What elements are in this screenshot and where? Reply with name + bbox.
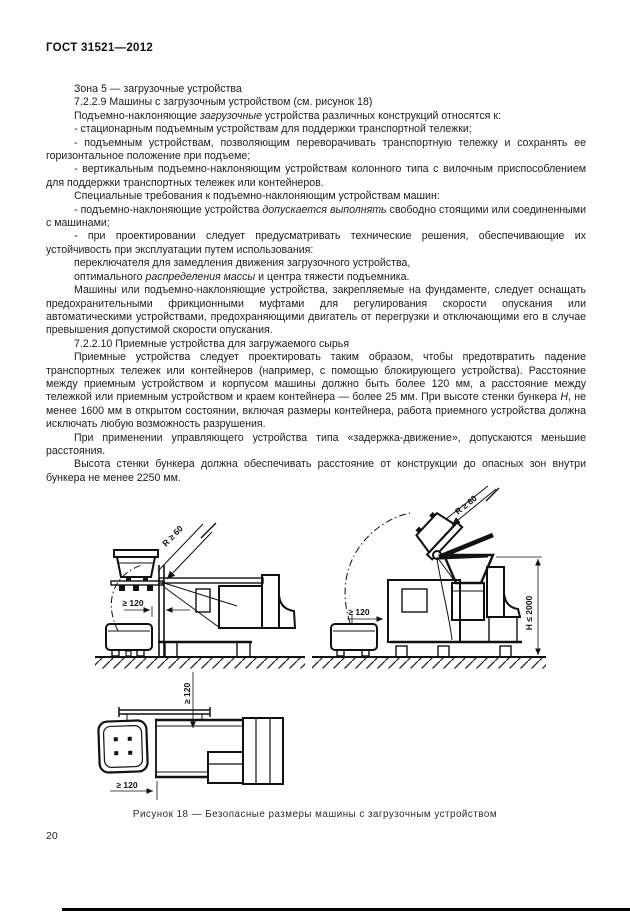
page-number: 20	[46, 830, 58, 842]
transport-trolley	[106, 624, 152, 656]
paragraph: Зона 5 — загрузочные устройства	[74, 83, 242, 95]
dim-label-radius-left: R ≥ 60	[160, 523, 185, 549]
raised-trolley-bin	[111, 550, 163, 591]
paragraph: - подъемным устройствам, позволяющим переворачивать транспортную тележку и сохранять ее горизонтальное положение при подъеме;	[46, 136, 586, 163]
dim-label-gap-left: ≥ 120	[122, 598, 144, 608]
ground-hatch	[312, 658, 546, 669]
figure-caption: Рисунок 18 — Безопасные размеры машины с загрузочным устройством	[132, 809, 498, 820]
paragraph: Специальные требования к подъемно-наклоняющим устройствам машин:	[74, 190, 440, 203]
hopper-funnel	[444, 555, 493, 583]
side-view-lowered-machine	[95, 523, 305, 669]
paragraph: 7.2.2.10 Приемные устройства для загружаемого сырья	[74, 337, 350, 350]
transport-trolley	[331, 624, 377, 656]
paragraph: оптимального распределения массы и центра тяжести подъемника.	[74, 270, 410, 283]
container-plan	[98, 720, 148, 773]
dim-label-gap-right: ≥ 120	[348, 607, 370, 617]
paragraph: переключателя для замедления движения загрузочного устройства,	[74, 257, 411, 270]
side-view-tilted-machine	[312, 486, 546, 669]
ground-hatch	[95, 658, 305, 669]
dim-label-gap-bottom-plan: ≥ 120	[116, 780, 138, 790]
dim-label-radius-right: R ≥ 60	[452, 493, 479, 517]
paragraph: - вертикальным подъемно-наклоняющим устройствам колонного типа с вилочным приспособлением для поддержки транспортных тележек или контейнеров.	[46, 163, 586, 189]
paragraph: 7.2.2.9 Машины с загрузочным устройством (см. рисунок 18)	[74, 96, 373, 109]
paragraph: При применении управляющего устройства типа «задержка-движение», допускаются меньшие расстояния.	[46, 431, 586, 457]
dim-label-height-right: H ≤ 2000	[524, 595, 534, 631]
dim-label-gap-top-plan: ≥ 120	[182, 682, 192, 704]
paragraph: - стационарным подъемным устройствам для поддержки транспортной тележки;	[74, 123, 472, 136]
paragraph: - при проектировании следует предусматривать технические решения, обеспечивающие их устойчивость при эксплуатации путем использования:	[46, 230, 586, 256]
scan-edge-artifact	[62, 908, 630, 911]
document-body	[46, 83, 586, 485]
paragraph: Высота стенки бункера должна обеспечивать расстояние от конструкции до опасных зон внутри бункера не менее 2250 мм.	[46, 458, 586, 484]
figure-18-drawing	[0, 485, 630, 810]
paragraph: Приемные устройства следует проектировать таким образом, чтобы предотвратить падение транспортных тележек или контейнеров (например, с помощью блокирующего устройства). Расстояние между приемным устройством и корпусом машины должно быть более 120 мм, а расстояние между тележкой или приемным устройством и краем контейнера — более 25 мм. При высоте стенки бункера H, не менее 1600 мм в открытом состоянии, включая размеры контейнера, работа приемного устройства должна исключать любую возможность разрушения.	[46, 351, 586, 431]
paragraph: - подъемно-наклоняющие устройства допускается выполнять свободно стоящими или соединенными с машинами;	[46, 203, 586, 230]
paragraph: Подъемно-наклоняющие загрузочные устройства различных конструкций относятся к:	[74, 109, 501, 122]
standard-number: ГОСТ 31521—2012	[46, 42, 154, 54]
paragraph: Машины или подъемно-наклоняющие устройства, закрепляемые на фундаменте, следует оснащать предохранительными фрикционными муфтами для регулирования скорости опускания или автоматическими устройствами, предохраняющими двигатель от перегрузки и отключающими его в случае превышения допустимой скорости опускания.	[46, 284, 586, 337]
